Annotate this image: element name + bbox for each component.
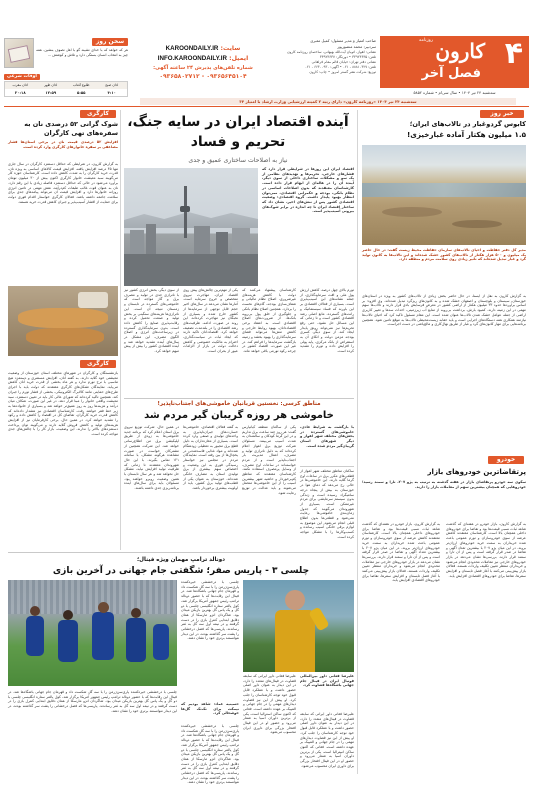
photo-tehran-skyline (124, 168, 258, 286)
email-label: ایمیل: (229, 55, 249, 62)
logo-number: ۴ (504, 36, 523, 71)
prayer-col: اذان مغرب (12, 83, 28, 87)
labor-body: به گزارش کارون، در شرایطی که حداقل دستمزد کارگران در سال جاری تنها ۴۵ درصد افزایش یافته، افزایش قیمت کالاهای اساسی به ویژه نان، قدرت خرید کارگران را به شدت کاهش داده است. کارشناسان حوزه کار می‌گویند سبد معیشت خانوار کارگری اکنون بیش از ۳۰ میلیون تومان برآورد می‌شود در حالی که حداقل دستمزد فاصله زیادی با این رقم دارد. نان به عنوان قوت غالب طبقات کم‌درآمد، نقش مهمی در تامین انرژی روزانه خانوارها دارد و افزایش قیمت آن می‌تواند پیامدهای جدی برای سلامت جامعه داشته باشد. فعالان کارگری خواستار اقدام فوری دولت برای حمایت از اقشار آسیب‌پذیر و جبران کاهش قدرت خرید هستند. (8, 162, 118, 204)
address-4: توزیع: شرکت نشر گستر امروز • چاپ: کارون (309, 70, 376, 74)
prayer-title: اوقات شرعی (4, 74, 40, 80)
prayer-table (4, 81, 128, 97)
main-body-col-4: از سوی دیگر، بخش انرژی کشور نیز با ناترازی جدی در تولید و مصرف برق و گاز مواجه است که خاموشی‌های گسترده در تابستان و زمستان نتیجه آن است. این ناترازی‌ها هزینه‌های سنگینی بر بخش تولید و صنعت تحمیل کرده و رقابت‌پذیری صنایع را کاهش داده است. بدون سرمایه‌گذاری گسترده در زیرساخت‌های انرژی و اصلاح الگوی مصرف، این مشکل در سال‌های آینده تشدید خواهد شد و آینده اقتصادی کشور را بیش از پیش مبهم خواهد کرد. (124, 288, 179, 354)
sports-headline: چلسی ۳ - پاریس صفر؛ شگفتی جام جهانی در آخرین بازی (52, 566, 310, 576)
site-link[interactable]: KAROONDAILY.IR (165, 45, 219, 52)
email-link[interactable]: INFO.KAROONDAILY.IR (157, 55, 227, 62)
address-1: تلفن: ۳۳۹۲۳۶۳۵ • دورنگار: ۳۳۹۲۳۶۳۷ (319, 55, 376, 59)
label-labor: کارگری (80, 110, 116, 118)
blackout-intro: با بازگشت به شرایط عادی، خاموشی‌های گسترده در بخش‌های مختلف شهر اهواز و دیگر شهرهای استان گریبان‌گیر مردم شده است. (300, 425, 354, 448)
blackout-headline: خاموشی هر روزه گریبان گیر مردم شد (144, 410, 334, 421)
saying-text: هر که خواهد که با خدای نشیند گو با اهل تصوف بنشین. همه چیز به انتخاب انسان بستگی دارد و تلاش و کوشش ... (36, 48, 128, 57)
photo-referee (243, 580, 354, 672)
ticker-text: سه‌شنبه ۲۴ تیر ۱۴۰۴ «روزنامه کارون» دارای رتبه ۲ کمیته ارزشیابی وزارت ارشاد با امتیاز ۳۴ (239, 99, 417, 104)
news-headline-1: کابوس گردوغبار در تالاب‌های ایران؛ (409, 120, 526, 128)
logo-tagline: روزنامه (419, 38, 433, 43)
label-news-of-day: خبر روز (480, 110, 524, 118)
labor-body-2: بازنشستگان و کارگران در شهرهای مختلف استان خوزستان از وضعیت معیشتی خود گلایه دارند. به گفته آنان، افزایش مستمری و دستمزد هیچ تناسبی با نرخ تورم ندارد و هر ماه بخشی از قدرت خرید آنان کاهش می‌یابد. نمایندگان تشکل‌های کارگری معتقدند که دولت باید با اجرای طرح‌های حمایتی مانند کالابرگ الکترونیکی، بخشی از فشار تورم را جبران کند. همچنین تاکید کرده‌اند که شورای عالی کار باید در تعیین دستمزد، سبد معیشت واقعی خانوار را مبنا قرار دهد. در غیر این صورت، شکاف میان درآمد و هزینه‌ها روز به روز عمیق‌تر خواهد شد و بسیاری از خانواده‌ها به زیر خط فقر خواهند رفت. کارشناسان اقتصادی نیز هشدار داده‌اند که کاهش قدرت خرید کارگران، تقاضای کل در اقتصاد را کاهش داده و رکود را تشدید خواهد کرد. در همین حال، برخی کارفرمایان نیز از افزایش هزینه‌های تولید و کاهش فروش گلایه دارند و می‌گویند توان پرداخت دستمزدهای بالاتر را ندارند. این وضعیت، بازار کار را با چالش‌های جدی مواجه کرده است. (8, 371, 118, 437)
site-row (140, 44, 266, 53)
logo-word: کارون (435, 39, 485, 63)
prayer-val: ۲۰:۱۸ (14, 90, 26, 95)
license-holder: صاحب امتیاز و مدیر مسئول: کمیل معبری (310, 38, 376, 43)
labor-headline: شوک گرانی ۵۲ درصدی نان به سفره‌های تهی کارگران (24, 120, 118, 137)
photo-chelsea-celebration (8, 580, 177, 686)
sports-body: چلسی با درخششی خیره‌کننده پاری‌سن‌ژرمن را با سه گل شکست داد و قهرمان جام جهانی باشگاه‌ها شد. در فینال این رقابت‌ها که با حضور دونالد ترامپ رئیس جمهور آمریکا برگزار شد، کول پالمر ستاره انگلیسی چلسی با دو گل و یک پاس گل بهترین بازیکن میدان بود. شاگردان انزو مارسکا از همان دقایق ابتدایی کنترل بازی را در دست گرفتند و در نیمه اول سه گل به ثمر رساندند. پاریسی‌ها که فصل درخشانی را پشت سر گذاشته بودند، در این دیدار نتوانستند برتری خود را نشان دهند. (181, 580, 239, 641)
logo-block (380, 36, 529, 88)
prayer-col: اذان ظهر (44, 83, 58, 87)
main-body-col-2: کارشناسان پیشنهاد می‌کنند که دولت با کاهش هزینه‌های غیرضروری، اصلاح نظام مالیاتی و شفاف‌سازی بودجه، گام‌های نخست را بردارد. همچنین اصلاح نظام بانکی و جلوگیری از خلق پول بی‌رویه بانک‌ها، از ضرورت‌های اصلاح اقتصادی است. به اعتقاد برخی اقتصاددانان، بهبود روابط خارجی و کاهش تنش‌ها می‌تواند فضای سرمایه‌گذاری را بهبود بخشد و زمینه بازگشت سرمایه‌ها را فراهم کند. در غیر این صورت، اقتصاد کشور در چرخه رکود تورمی باقی خواهد ماند. (242, 288, 296, 354)
auto-body: به گزارش کارون، بازار خودرو در هفته‌ای که گذشت شاهد ثبات نسبی قیمت‌ها بود و تقاضا برای خودروهای داخلی همچنان بالا است. کارشناسان معتقدند کاهش عرضه از سوی خودروسازان و تورم عمومی باعث شده خریداران به سمت خرید خودروهای ارزان‌تر بروند. در این میان پژو ۲۰۷ با بیشترین تعداد آگهی و تقاضا در صدر قرار گرفته است و پس از آن تارا و سمند قرار دارند. بررسی‌ها نشان می‌دهد در بازار خودروهای خارجی نیز معاملات محدودی انجام می‌شود و خریداران منتظر تعیین تکلیف واردات هستند. فعالان بازار پیش‌بینی می‌کنند با آغاز فصل تابستان و افزایش سفرها، تقاضا برای خودروهای اقتصادی افزایش یابد. (362, 522, 440, 583)
sports-body-right-2: علیرضا فغانی داور ایرانی که سابقه قضاوت در فینال‌های متعدد را دارد، در این دیدار به عنوان داور اصلی حضور داشت و با عملکرد قابل قبول خود توجه کارشناسان را جلب کرد. او پیش از این نیز قضاوت دیدارهای مهمی را در جام جهانی و المپیک بر عهده داشته است. فغانی که اکنون ساکن استرالیا است، یکی از برترین داوران آسیا به شمار می‌رود و حضور او در این فینال افتخار بزرگی برای داوری ایران محسوب می‌شود. (243, 674, 296, 735)
email-row (140, 54, 266, 63)
prayer-val: ۴:۱۰ (107, 90, 116, 95)
main-headline: آینده اقتصاد ایران در سایه جنگ، تحریم و فساد (127, 114, 349, 150)
blackout-col-2: یکی از ساکنان منطقه کیانپارس گفت: هر روز چند ساعت برق نداریم و در این گرما کودکان و سالمندان به شدت آسیب می‌بینند. مسئولان شرکت توزیع برق اهواز اعلام کرده‌اند که به دلیل ناترازی تولید و مصرف، اعمال مدیریت بار اجتناب‌ناپذیر است و از مردم خواسته‌اند در ساعات اوج مصرف، از وسایل پرمصرف استفاده نکنند. کارشناسان معتقدند که مناطق کم‌برخوردار و حاشیه شهر بیشترین آسیب را از این خاموشی‌ها متحمل می‌شوند و باید عدالت در توزیع رعایت شود. (242, 425, 296, 495)
prayer-col: طلوع آفتاب (73, 83, 90, 87)
saying-title: سخن روز (92, 38, 128, 46)
sports-body-left: چلسی با درخششی خیره‌کننده پاری‌سن‌ژرمن را با سه گل شکست داد و قهرمان جام جهانی باشگاه‌ها شد. در فینال این رقابت‌ها که با حضور دونالد ترامپ رئیس جمهور آمریکا برگزار شد، کول پالمر ستاره انگلیسی چلسی با دو گل و یک پاس گل بهترین بازیکن میدان بود. شاگردان انزو مارسکا از همان دقایق ابتدایی کنترل بازی را در دست گرفتند و در نیمه اول سه گل به ثمر رساندند. پاریسی‌ها که فصل درخشانی را پشت سر گذاشته بودند، در این دیدار نتوانستند برتری خود را نشان دهند. (8, 690, 177, 713)
label-auto: خودرو (488, 456, 524, 464)
sports-sub: حسینیه عماد: شاهد بودیم که نیمکت برای تک‌تک گل‌ها خوشحالی کرد. (181, 702, 239, 716)
prayer-val: ۱۲:۵۹ (45, 90, 57, 95)
sports-caption-right: علیرضا فغانی داور بین‌المللی فوتبال ایران در فینال جام جهانی باشگاه‌ها قضاوت کرد. (300, 674, 354, 688)
address-3: تلفن: ۸۸۸۱۰۴۲۷ - ۰۲۱ • آگهی: ۶۶۴۰۰۹۳۰ - ۰۲۱ (305, 65, 376, 69)
blackout-kicker: مناطق کرسی: نخستین قربانیان خاموشی‌های اجتناب‌ناپذیر! (157, 401, 321, 407)
main-body-col-1: تورم بالای چهل درصد، کاهش ارزش پول ملی و افت سرمایه‌گذاری، از جمله نشانه‌های این آسیب‌پذیری است. بسیاری از فعالان اقتصادی بر این باورند که فساد سیستماتیک و رانت‌های گسترده، مانع اصلی رشد اقتصادی کشور است و تا زمانی که این مسائل حل نشود، حتی رفع تحریم‌ها نیز نمی‌تواند رونق پایدار ایجاد کند. از سوی دیگر، کسری بودجه مزمن دولت و اتکای آن به استقراض از بانک مرکزی، پایه پولی را افزایش داده و تورم را تشدید کرده است. (300, 288, 354, 354)
issue-line: سه‌شنبه ۲۴ تیر ۱۴۰۴ • سال سی‌ام • شماره ۵۸۵۲ (413, 90, 496, 95)
ticker-strip (140, 98, 516, 105)
prayer-col: اذان صبح (105, 83, 119, 87)
auto-body-2: به گزارش کارون، بازار خودرو در هفته‌ای که گذشت شاهد ثبات نسبی قیمت‌ها بود و تقاضا برای خودروهای داخلی همچنان بالا است. کارشناسان معتقدند کاهش عرضه از سوی خودروسازان و تورم عمومی باعث شده خریداران به سمت خرید خودروهای ارزان‌تر بروند. در این میان پژو ۲۰۷ با بیشترین تعداد آگهی و تقاضا در صدر قرار گرفته است و پس از آن تارا و سمند قرار دارند. بررسی‌ها نشان می‌دهد در بازار خودروهای خارجی نیز معاملات محدودی انجام می‌شود و خریداران منتظر تعیین تکلیف واردات هستند. فعالان بازار پیش‌بینی می‌کنند با آغاز فصل تابستان و افزایش سفرها، تقاضا برای خودروهای اقتصادی افزایش یابد. (446, 522, 526, 578)
blackout-boxline (300, 466, 354, 467)
saying-photo (4, 38, 34, 68)
news-headline-2: ۱.۵ میلیون هکتار آماده غبارخیزی! (406, 130, 526, 139)
section-title: فصل آخر (421, 66, 481, 81)
address-2: نشانی دفتر تهران: خیابان قائم مقام فراهانی (311, 60, 376, 64)
sports-body-right: علیرضا فغانی داور ایرانی که سابقه قضاوت در فینال‌های متعدد را دارد، در این دیدار به عنوان داور اصلی حضور داشت و با عملکرد قابل قبول خود توجه کارشناسان را جلب کرد. او پیش از این نیز قضاوت دیدارهای مهمی را در جام جهانی و المپیک بر عهده داشته است. فغانی که اکنون ساکن استرالیا است، یکی از برترین داوران آسیا به شمار می‌رود و حضور او در این فینال افتخار بزرگی برای داوری ایران محسوب می‌شود. (300, 712, 354, 768)
auto-lead: سکوی سه خودرو پرتقاضای بازار در هفته گذشته به ترتیب به پژو ۲۰۷، تارا و سمند رسید؛ خودروهایی که همچنان بیشترین سهم از معاملات بازار را دارند. (362, 480, 526, 489)
ads-phone-line: شماره تلفن‌های پذیرش ۲۴ ساعته آگهی: (153, 65, 253, 71)
label-labor-2: کارگری (80, 360, 116, 368)
sports-body-2: چلسی با درخششی خیره‌کننده پاری‌سن‌ژرمن را با سه گل شکست داد و قهرمان جام جهانی باشگاه‌ها شد. در فینال این رقابت‌ها که با حضور دونالد ترامپ رئیس جمهور آمریکا برگزار شد، کول پالمر ستاره انگلیسی چلسی با دو گل و یک پاس گل بهترین بازیکن میدان بود. شاگردان انزو مارسکا از همان دقایق ابتدایی کنترل بازی را در دست گرفتند و در نیمه اول سه گل به ثمر رساندند. پاریسی‌ها که فصل درخشانی را پشت سر گذاشته بودند، در این دیدار نتوانستند برتری خود را نشان دهند. (181, 724, 239, 785)
address-0: نشانی: اهواز، اتوبان آیت‌الله بهبهانی، ساختمان روزنامه کارون (286, 50, 376, 54)
chief-editor: سردبیر: محمد منصورپور (337, 44, 376, 49)
blackout-col-1: ساکنان مناطق مختلف شهر اهواز از قطعی‌های مکرر برق در ساعات اوج گرما گلایه دارند. این خاموشی‌ها در حالی رخ می‌دهد که دمای هوا در خوزستان به بیش از پنجاه درجه سانتیگراد رسیده است و زندگی بدون سیستم سرمایشی برای مردم غیرممکن است. بسیاری از شهروندان می‌گویند که جدول زمان‌بندی خاموشی‌ها رعایت نمی‌شود و قطعی‌ها بدون اطلاع قبلی انجام می‌شود. این موضوع به لوازم برقی خانگی آسیب رسانده و کسب‌وکارها را با مشکل مواجه کرده است. (300, 469, 354, 539)
labor-lead: افزایش ۵۲ درصدی قیمت نان در برخی استان‌ها فشار مضاعفی بر سفره خانوارهای کارگری وارد کرده است. (8, 140, 118, 149)
photo-bread (8, 286, 118, 356)
masthead (0, 0, 533, 100)
blackout-col-4: در همین حال، شرکت توزیع نیروی برق استان اعلام کرد که برنامه جدید خاموشی‌ها به زودی از طریق اپلیکیشن برق من اطلاع‌رسانی خواهد شد. این شرکت همچنین از مشترکان خواست در صورت مشاهده هرگونه مشکل، با سامانه ۱۲۱ تماس بگیرند. با این حال شهروندان معتقدند تا زمانی که ظرفیت تولید افزایش نیابد، مشکل حل نخواهد شد و هر سال تابستان با همین وضعیت روبرو خواهند بود. مسئولان باید برای سال‌های آینده برنامه‌ریزی جدی داشته باشند. (124, 425, 179, 491)
prayer-val: ۵:۵۵ (77, 90, 86, 95)
main-body-lead: اقتصاد ایران این روزها در شرایطی قرار دارد که فشارهای خارجی، تحریم‌ها و تهدیدهای نظامی از یک سو و مشکلات ساختاری داخلی از سوی دیگر، آینده آن را در هاله‌ای از ابهام قرار داده است. کارشناسان معتقدند که بدون اصلاحات اساسی در نظام بانکی، بودجه و حکمرانی اقتصادی، نمی‌توان انتظار بهبود پایدار داشت. گروه اقتصادی: وضعیت اقتصادی کشور پس از تنش‌های اخیر، نشان داد که ساختار اقتصاد ایران تا چه اندازه در برابر شوک‌های بیرونی آسیب‌پذیر است. (262, 167, 354, 214)
auto-headline: پرتقاضاترین خودروهای بازار (427, 468, 526, 476)
photo-dry-wetland (362, 145, 526, 245)
news-body: به گزارش کارون به نقل از ایسنا، در حال حاضر بخش زیادی از تالاب‌های کشور به ویژه در استان‌های خوزستان، سیستان و بلوچستان و اصفهان خشک شده و به کانون‌های ریزگرد تبدیل شده‌اند. وی افزود: بر اساس برآوردها حدود ۳۳ میلیون هکتار از اراضی کشور در معرض فرسایش بادی قرار دارند و تالاب‌ها سهم مهمی در این زمینه دارند. کمبود بارش، برداشت بی‌رویه از منابع آب زیرزمینی، احداث سدها و تغییر کاربری اراضی از جمله عوامل خشک شدن تالاب‌ها عنوان شده است. این مقام مسئول تاکید کرد که احیای تالاب‌ها نیازمند همکاری همه دستگاه‌های اجرایی است و باید حقابه زیست‌محیطی تالاب‌ها به موقع تامین شود. همچنین برنامه‌هایی برای مهار کانون‌های گرد و غبار از طریق نهال‌کاری و مالچ‌پاشی در دست اجراست. (362, 294, 527, 327)
main-subhead: نیاز به اصلاحات ساختاری عمیق و جدی (188, 157, 288, 164)
site-label: سایت: (220, 45, 241, 52)
main-body-col-3: یکی از مهم‌ترین چالش‌های پیش روی اقتصاد ایران، مهاجرت نیروی متخصص و خروج سرمایه است. آمارها نشان می‌دهد در سال‌های اخیر حجم قابل توجهی از سرمایه‌ها از کشور خارج شده و بسیاری از نخبگان نیز مهاجرت کرده‌اند. این روند در صورت ادامه، ظرفیت‌های رشد اقتصادی را در بلندمدت تضعیف خواهد کرد. اقتصاددانان تاکید دارند که ایجاد ثبات در سیاست‌گذاری، احترام به مالکیت خصوصی و کاهش دخالت دولت در بازار از الزامات عبور از بحران است. (183, 288, 238, 354)
news-lead: مدیر کل دفتر حفاظت و احیای تالاب‌های سازمان حفاظت محیط زیست گفت: در حال حاضر یک میلیون و ۵۰۰ هزار هکتار از تالاب‌های کشور خشک شده‌اند و این تالاب‌ها به کانون تولید گرد و غبار تبدیل شده‌اند که تاثیر زیادی روی سلامت مردم و منطقه دارد. (362, 248, 526, 262)
blackout-col-3: به گفته فعالان اقتصادی، خاموشی‌ها خسارت‌های جبران‌ناپذیری به واحدهای تولیدی و صنفی وارد کرده است. بسیاری از مغازه‌داران به دلیل قطع برق مجبور به تعطیلی زودهنگام شده‌اند و مواد غذایی فاسدشدنی در یخچال‌ها از بین رفته است. نمایندگان مردم در مجلس نیز خواستار رسیدگی فوری به این وضعیت و اختصاص سهم بیشتری از برق تولیدی استان به مصارف خانگی شده‌اند. خوزستان به عنوان یکی از قطب‌های تولید برق کشور، باید از اولویت بیشتری برخوردار باشد. (183, 425, 238, 491)
sports-kicker: دونالد ترامپ مهمان ویژه فینال؛ (136, 557, 226, 563)
ads-phones: ۰۹۳۶۵۶۴۵۱۰۴ - ۰۹۳۶۵۸۰۲۷۱۲ (159, 73, 247, 80)
